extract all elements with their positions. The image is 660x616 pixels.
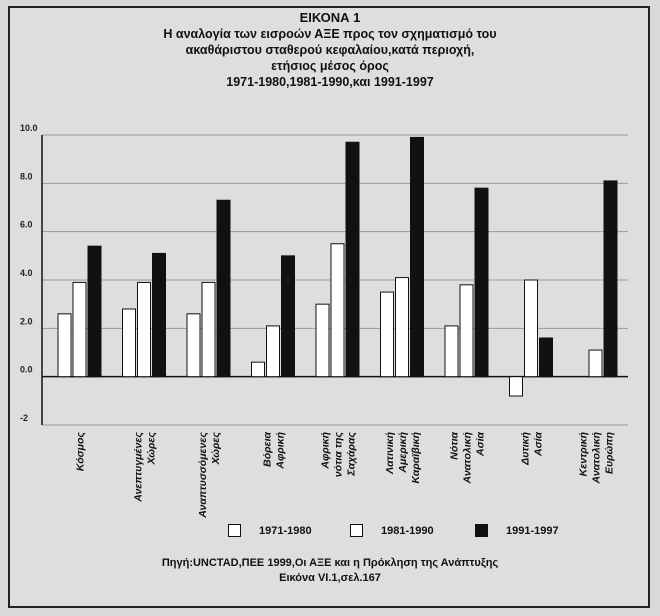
category-label — [578, 432, 616, 484]
bar-1991-1997-4 — [346, 142, 359, 376]
category-label-line: Ευρώπη — [603, 432, 616, 475]
bar-1991-1997-0 — [88, 246, 101, 377]
legend-label-1971-1980: 1971-1980 — [259, 524, 312, 537]
category-label — [449, 432, 487, 485]
source-note — [0, 556, 660, 586]
y-tick-label: -2 — [20, 413, 29, 423]
category-label-line: Ανατολική — [590, 432, 603, 484]
bar-1971-1980-1 — [123, 309, 136, 377]
legend-label-1981-1990: 1981-1990 — [381, 524, 434, 537]
bar-1991-1997-1 — [153, 253, 166, 376]
y-tick-label: 6.0 — [20, 219, 33, 230]
category-label-line: Λατινική — [384, 432, 396, 474]
category-label-line: Ασία — [532, 432, 545, 456]
bar-1991-1997-3 — [282, 256, 295, 377]
category-label — [384, 432, 422, 483]
category-label-line: Χώρες — [210, 432, 222, 465]
bar-1971-1980-6 — [445, 326, 458, 377]
bar-1991-1997-5 — [411, 137, 424, 376]
bar-1971-1980-3 — [252, 362, 265, 377]
source-line-1: Πηγή:UNCTAD,ΠΕΕ 1999,Οι ΑΞΕ και η Πρόκληση της Ανάπτυξης — [161, 557, 499, 569]
category-label — [520, 432, 545, 466]
category-label-line: Αναπτυσσόμενες — [197, 432, 209, 518]
bar-1981-1990-5 — [396, 278, 409, 377]
category-label-line: Ανατολική — [461, 432, 474, 484]
y-tick-label: 10.0 — [20, 123, 38, 133]
bar-1971-1980-7 — [510, 377, 523, 396]
category-label — [133, 432, 158, 503]
bar-1971-1980-4 — [316, 304, 329, 377]
legend-swatch-1991-1997 — [475, 524, 488, 537]
category-label-line: Σαχάρας — [345, 432, 358, 476]
category-label-line: Καραϊβική — [410, 432, 422, 484]
legend-item-1971-1980 — [228, 524, 312, 537]
category-label-line: Αφρική — [274, 432, 287, 469]
bar-1981-1990-8 — [589, 350, 602, 377]
category-label-line: Κεντρική — [577, 432, 590, 477]
bar-1991-1997-2 — [217, 200, 230, 376]
category-label — [197, 432, 222, 519]
category-label-line: Ανεπτυγμένες — [132, 432, 145, 502]
legend-label-1991-1997: 1991-1997 — [506, 524, 559, 537]
legend-item-1991-1997 — [475, 524, 559, 537]
bar-1971-1980-5 — [381, 292, 394, 377]
category-label-line: Αμερική — [397, 432, 409, 473]
y-tick-label: 8.0 — [20, 171, 33, 182]
category-label-line: Βόρεια — [261, 432, 274, 467]
y-tick-label: 0.0 — [20, 364, 33, 375]
category-label-line: Χώρες — [145, 432, 158, 465]
bar-1981-1990-2 — [202, 282, 215, 376]
chart-subtitle-line-1: Η αναλογία των εισροών ΑΞΕ προς τον σχηματισμό του — [163, 27, 497, 41]
source-line-2: Εικόνα VI.1,σελ.167 — [279, 572, 381, 584]
y-tick-label: 4.0 — [20, 268, 33, 278]
bar-1981-1990-7 — [525, 280, 538, 377]
chart-subtitle-line-2: ακαθάριστου σταθερού κεφαλαίου,κατά περιοχή, — [185, 43, 475, 57]
chart-title: ΕΙΚΟΝΑ 1 — [299, 10, 361, 25]
legend-item-1981-1990 — [350, 524, 434, 537]
bar-1981-1990-3 — [267, 326, 280, 377]
chart-subtitle-line-3: ετήσιος μέσος όρος — [271, 59, 389, 73]
bar-1991-1997-6 — [475, 188, 488, 377]
category-label-line: Νότια — [448, 432, 461, 460]
category-label-line: Κόσμος — [74, 432, 87, 472]
category-label-line: Αφρική — [319, 432, 332, 469]
category-label-line: νότια της — [332, 432, 345, 478]
chart-subtitle-line-4: 1971-1980,1981-1990,και 1991-1997 — [226, 75, 434, 89]
bar-1981-1990-0 — [73, 282, 86, 376]
legend-swatch-1981-1990 — [350, 524, 363, 537]
legend-swatch-1971-1980 — [228, 524, 241, 537]
bar-1981-1990-1 — [138, 282, 151, 376]
bar-1971-1980-2 — [187, 314, 200, 377]
bar-1991-1997-8 — [604, 181, 617, 377]
legend — [228, 524, 608, 544]
y-tick-label: 2.0 — [20, 316, 33, 327]
bar-1971-1980-0 — [58, 314, 71, 377]
category-label-line: Ασία — [474, 432, 487, 456]
category-label — [320, 432, 358, 478]
bar-1991-1997-7 — [540, 338, 553, 377]
category-label-line: Δυτική — [519, 432, 532, 465]
category-label — [262, 432, 287, 470]
bar-1981-1990-4 — [331, 244, 344, 377]
bar-1981-1990-6 — [460, 285, 473, 377]
category-label — [75, 432, 87, 472]
